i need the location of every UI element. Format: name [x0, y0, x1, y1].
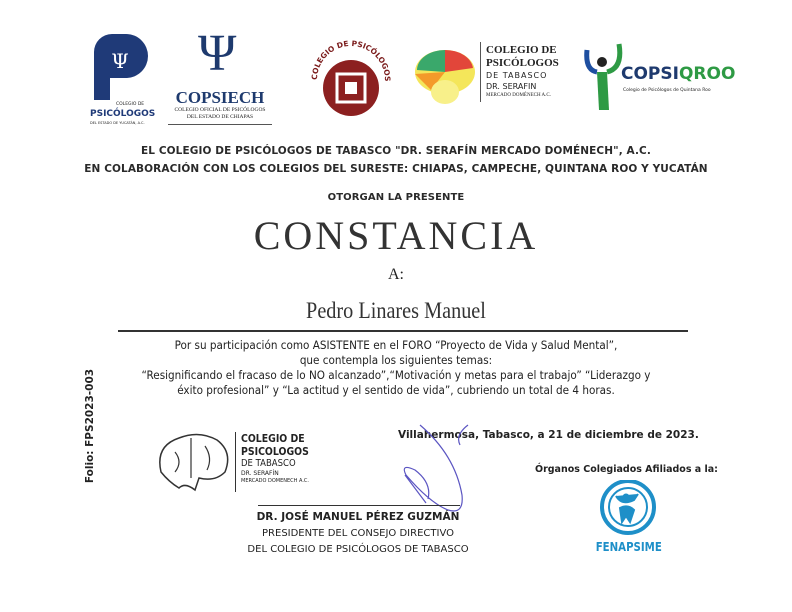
name-underline	[118, 330, 688, 332]
logo-text: DE TABASCO	[241, 458, 296, 469]
svg-text:Ψ: Ψ	[111, 49, 129, 73]
affiliation-label: Órganos Colegiados Afiliados a la:	[535, 464, 718, 475]
logo-text: DE TABASCO	[486, 71, 548, 80]
fenapsime-logo	[590, 480, 670, 570]
logo-text: DR. SERAFIN	[486, 82, 537, 91]
logo-text: FENAPSIME	[595, 540, 662, 554]
logo-text: COLEGIO DE	[486, 44, 557, 56]
divider	[168, 124, 272, 125]
granted-text: OTORGAN LA PRESENTE	[327, 192, 465, 203]
logo-text: MERCADO DOMÉNECH A.C.	[486, 93, 552, 98]
logo-text: DEL ESTADO DE YUCATÁN, A.C.	[90, 121, 145, 125]
campeche-college-seal	[303, 28, 399, 124]
body-text	[100, 338, 692, 398]
logo-text: COLEGIO DE	[116, 102, 145, 107]
logo-text: PSICÓLOGOS	[486, 57, 559, 69]
seal-icon	[303, 28, 399, 124]
logo-text: COPSIECH	[175, 88, 265, 107]
svg-text:COLEGIO DE PSICÓLOGOS DEL ESTA: COLEGIO DE PSICÓLOGOS	[309, 38, 393, 82]
recipient-name: Pedro Linares Manuel	[306, 298, 486, 323]
logo-text: COLEGIO OFICIAL DE PSICÓLOGOS	[174, 107, 266, 113]
body-line: éxito profesional” y “La actitud y el sentido de vida”, cubriendo un total de 4 horas.	[177, 383, 615, 397]
copsiech-logo	[168, 25, 272, 128]
logo-text: PSICÓLOGOS	[90, 109, 156, 119]
copsiqroo-logo	[583, 42, 736, 112]
psi-p-logo-icon	[90, 32, 150, 102]
signatory-name: DR. JOSÉ MANUEL PÉREZ GUZMÁN	[256, 511, 460, 523]
logo-text: DEL ESTADO DE CHIAPAS	[186, 114, 254, 120]
logo-text: COPSIQROO	[621, 64, 736, 84]
body-line: “Resignificando el fracaso de lo NO alcanzado”,“Motivación y metas para el trabajo” “Liderazgo y	[141, 368, 651, 382]
divider	[235, 432, 236, 492]
psi-icon: Ψ	[198, 25, 237, 82]
divider	[480, 42, 481, 102]
logo-text: PSICOLOGOS	[241, 445, 309, 458]
fenapsime-emblem-icon	[590, 480, 670, 540]
logo-text: MERCADO DOMENECH A.C.	[241, 478, 309, 484]
header-line-1: EL COLEGIO DE PSICÓLOGOS DE TABASCO "DR. SERAFÍN MERCADO DOMÉNECH", A.C.	[141, 145, 651, 157]
folio-number: Folio: FPS2023-003	[84, 368, 96, 484]
body-line: que contempla los siguientes temas:	[299, 353, 493, 367]
colorful-brain-icon	[413, 46, 477, 108]
body-line: Por su participación como ASISTENTE en el FORO “Proyecto de Vida y Salud Mental”,	[174, 338, 618, 352]
tabasco-college-logo	[413, 42, 573, 112]
brain-outline-icon	[155, 432, 231, 494]
logo-text: Colegio de Psicólogos de Quintana Roo	[623, 88, 711, 93]
header-line-2: EN COLABORACIÓN CON LOS COLEGIOS DEL SURESTE: CHIAPAS, CAMPECHE, QUINTANA ROO Y YUCATÁN	[84, 163, 708, 175]
signatory-role: DEL COLEGIO DE PSICÓLOGOS DE TABASCO	[247, 544, 469, 555]
signatory-role: PRESIDENTE DEL CONSEJO DIRECTIVO	[262, 528, 454, 539]
signature-line	[258, 505, 460, 506]
yucatan-college-logo	[90, 32, 155, 128]
to-label: A:	[388, 266, 404, 283]
document-title: CONSTANCIA	[253, 213, 539, 258]
signature-icon	[360, 415, 480, 515]
tabasco-college-stamp-logo	[155, 430, 345, 498]
logo-text: DR. SERAFÍN	[241, 470, 279, 477]
place-and-date: Villahermosa, Tabasco, a 21 de diciembre de 2023.	[398, 429, 699, 441]
person-figure-icon	[583, 42, 623, 112]
logo-text: COLEGIO DE	[241, 432, 305, 445]
